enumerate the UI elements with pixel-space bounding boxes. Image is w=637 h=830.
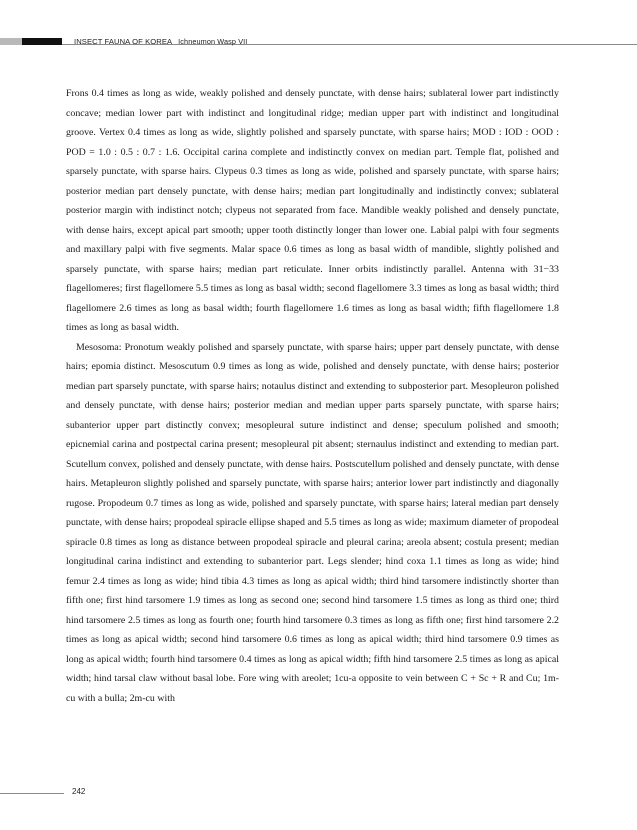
header-black-bar (22, 38, 62, 45)
paragraph-mesosoma-description: Mesosoma: Pronotum weakly polished and sparsely punctate, with sparse hairs; upper part densely punctate, with dense hairs; epomia distinct. Mesoscutum 0.9 times as long as wide, polished and densely punctate, with dense hairs; posterior median part sparsely punctate, with sparse hairs; notaulus distinct and extending to subposterior part. Mesopleuron polished and densely punctate, with dense hairs; posterior median and median upper parts sparsely punctate, with sparse hairs; subanterior upper part distinctly convex; mesopleural suture indistinct and dense; speculum polished and smooth; epicnemial carina and postpectal carina present; mesopleural pit absent; sternaulus indistinct and extending to median part. Scutellum convex, polished and densely punctate, with dense hairs. Postscutellum polished and densely punctate, with dense hairs. Metapleuron slightly polished and sparsely punctate, with sparse hairs; anterior lower part indistinctly and diagonally rugose. Propodeum 0.7 times as long as wide, polished and sparsely punctate, with sparse hairs; lateral median part densely punctate, with dense hairs; propodeal spiracle ellipse shaped and 5.5 times as long as wide; maximum diameter of propodeal spiracle 0.8 times as long as distance between propodeal spiracle and pleural carina; areola absent; costula present; median longitudinal carina indistinct and extending to subanterior part. Legs slender; hind coxa 1.1 times as long as wide; hind femur 2.4 times as long as wide; hind tibia 4.3 times as long as apical width; third hind tarsomere indistinctly shorter than fifth one; first hind tarsomere 1.9 times as long as second one; second hind tarsomere 1.5 times as long as third one; third hind tarsomere 2.5 times as long as fourth one; fourth hind tarsomere 0.3 times as long as fifth one; first hind tarsomere 2.2 times as long as apical width; second hind tarsomere 0.6 times as long as apical width; third hind tarsomere 0.9 times as long as apical width; fourth hind tarsomere 0.4 times as long as apical width; fifth hind tarsomere 2.5 times as long as apical width; hind tarsal claw without basal lobe. Fore wing with areolet; 1cu-a opposite to vein between C + Sc + R and Cu; 1m-cu with a bulla; 2m-cu with (66, 341, 559, 704)
footer-rule (0, 793, 64, 794)
running-header (74, 36, 247, 47)
page-number: 242 (72, 787, 86, 796)
header-gray-bar (0, 38, 22, 45)
paragraph-head-description: Frons 0.4 times as long as wide, weakly polished and densely punctate, with dense hairs; sublateral lower part indistinctly concave; median lower part with indistinct and longitudinal ridge; median upper part with indistinct and longitudinal groove. Vertex 0.4 times as long as wide, slightly polished and sparsely punctate, with sparse hairs; MOD : IOD : OOD : POD = 1.0 : 0.5 : 0.7 : 1.6. Occipital carina complete and indistinctly convex on median part. Temple flat, polished and sparsely punctate, with sparse hairs. Clypeus 0.3 times as long as wide, polished and sparsely punctate, with sparse hairs; posterior median part densely punctate, with dense hairs; median part longitudinally and indistinctly convex; sublateral posterior margin with indistinct notch; clypeus not separated from face. Mandible weakly polished and densely punctate, with dense hairs, except apical part smooth; upper tooth distinctly longer than lower one. Labial palpi with four segments and maxillary palpi with five segments. Malar space 0.6 times as long as basal width of mandible, slightly polished and sparsely punctate, with sparse hairs; median part reticulate. Inner orbits indistinctly parallel. Antenna with 31−33 flagellomeres; first flagellomere 5.5 times as long as basal width; second flagellomere 3.3 times as long as basal width; third flagellomere 2.6 times as long as basal width; fourth flagellomere 1.6 times as long as basal width; fifth flagellomere 1.8 times as long as basal width. (66, 88, 559, 333)
header-subtitle: Ichneumon Wasp VII (178, 37, 248, 46)
header-title: INSECT FAUNA OF KOREA (74, 37, 173, 46)
body-text (66, 84, 559, 708)
